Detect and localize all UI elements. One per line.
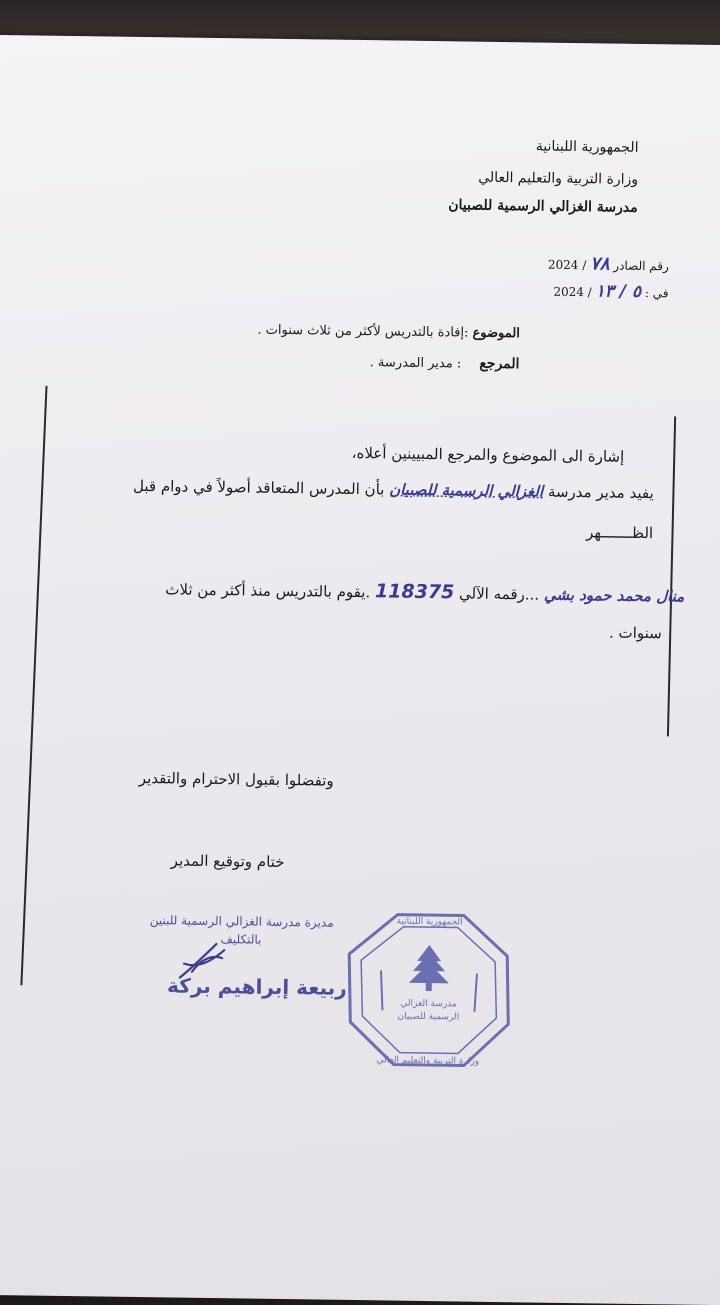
subject-label: الموضوع xyxy=(472,325,521,342)
body-line-2 xyxy=(133,477,654,502)
reference-text: : مدير المدرسة . xyxy=(369,355,462,372)
issue-number-line xyxy=(548,253,669,276)
body-line-2-b: بأن المدرس المتعاقد أصولاً في دوام قبل xyxy=(132,476,385,499)
date-line xyxy=(553,281,668,303)
header-republic: الجمهورية اللبنانية xyxy=(535,138,639,156)
stamp-outer-bottom-text: وزارة التربية والتعليم العالي xyxy=(376,1055,480,1067)
stamp-outer-top-text: الجمهورية اللبنانية xyxy=(396,916,463,928)
stamp-inner-line-2: الرسمية للصبيان xyxy=(397,1011,460,1023)
issue-number: ٧٨ xyxy=(590,253,610,275)
body-line-4-a: ...رقمه الآلي xyxy=(458,584,540,604)
subject-text: :إفادة بالتدريس لأكثر من ثلاث سنوات . xyxy=(257,322,469,341)
closing-sign-label: ختام وتوقيع المدير xyxy=(170,851,285,872)
date-prefix: في : xyxy=(644,286,669,301)
reference-label: المرجع xyxy=(479,355,520,373)
signature-name: ربيعة إبراهيم بركة xyxy=(166,973,347,1000)
body-line-2-a: يفيد مدير مدرسة xyxy=(547,482,654,503)
official-stamp xyxy=(344,910,514,1070)
date-value: ٥ / ١٣ xyxy=(595,281,642,302)
issue-label: رقم الصادر xyxy=(613,258,669,274)
document-page xyxy=(0,35,720,1305)
body-line-5: سنوات . xyxy=(608,623,662,643)
frame-left-line xyxy=(20,386,47,986)
body-line-3: الظـــــــهر xyxy=(586,523,654,543)
issue-year: / 2024 xyxy=(547,257,587,273)
date-year: / 2024 xyxy=(553,284,592,300)
frame-right-line xyxy=(667,416,676,736)
body-line-4 xyxy=(165,577,684,606)
reference-line xyxy=(370,354,520,372)
body-line-4-b: .يقوم بالتدريس منذ أكثر من ثلاث xyxy=(165,580,371,602)
subject-line xyxy=(257,323,520,342)
signature-title-line-1: مديرة مدرسة الغزالي الرسمية للبنين xyxy=(149,913,334,930)
header-school: مدرسة الغزالي الرسمية للصبيان xyxy=(448,197,638,216)
body-line-1: إشارة الى الموضوع والمرجع المبيينين أعلاه، xyxy=(351,443,625,466)
stamp-inner-line-1: مدرسة الغزالي xyxy=(400,998,457,1010)
signature-title-line-2: بالتكليف xyxy=(220,932,262,947)
handwritten-teacher-name: منال محمد حمود بشي xyxy=(543,585,685,606)
cedar-tree-icon xyxy=(409,945,450,992)
closing-regards: وتفضلوا بقبول الاحترام والتقدير xyxy=(138,768,334,790)
header-ministry: وزارة التربية والتعليم العالي xyxy=(478,169,639,188)
handwritten-employee-number: 118375 xyxy=(374,580,455,604)
handwritten-school-name: الغزالي الرسمية للصبيان xyxy=(389,480,544,501)
